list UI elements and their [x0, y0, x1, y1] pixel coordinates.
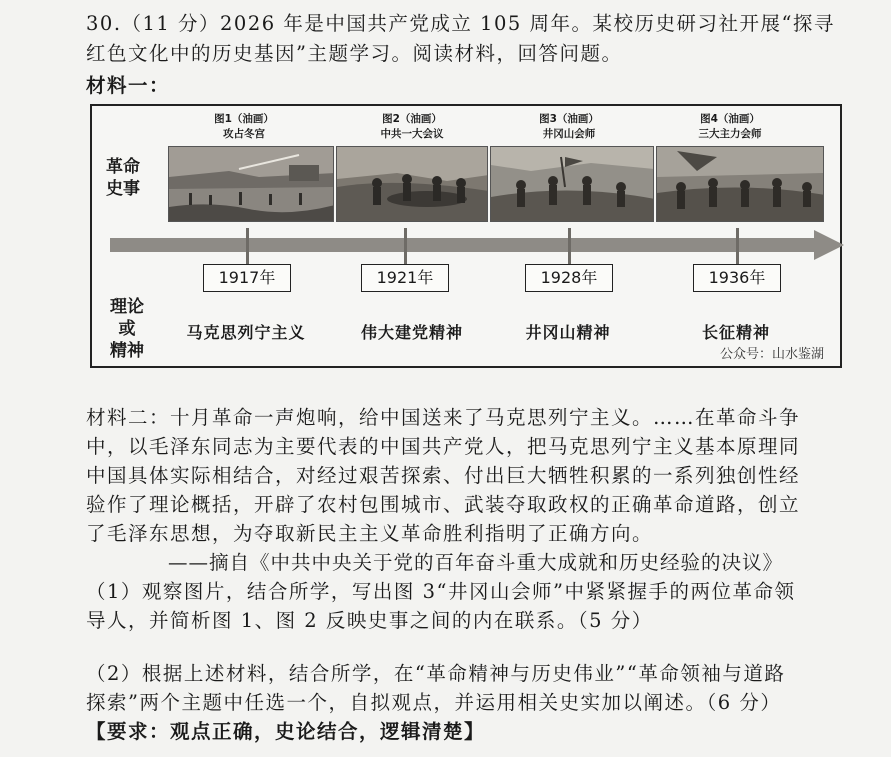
spirit-party-founding: 伟大建党精神 [360, 323, 463, 342]
caption-figure-3: 图3（油画） 井冈山会师 [539, 113, 599, 140]
watermark: 公众号：山水鉴湖 [719, 347, 824, 362]
year-1917: 1917年 [203, 264, 291, 292]
label-theory-spirit: 理论 或 精神 [110, 297, 144, 361]
subquestion-2-line-1: （2）根据上述材料，结合所学，在“革命精神与历史伟业”“革命领袖与道路 [86, 662, 786, 685]
material1-figure [90, 104, 842, 368]
material2-line-1: 材料二：十月革命一声炮响，给中国送来了马克思列宁主义。……在革命斗争 [86, 406, 801, 429]
year-1921: 1921年 [361, 264, 449, 292]
subquestion-1-line-1: （1）观察图片，结合所学，写出图 3“井冈山会师”中紧紧握手的两位革命领 [86, 580, 796, 603]
year-1928: 1928年 [525, 264, 613, 292]
subquestion-2-line-2: 探索”两个主题中任选一个，自拟观点，并运用相关史实加以阐述。（6 分） [86, 691, 782, 714]
question-line-2: 红色文化中的历史基因”主题学习。阅读材料，回答问题。 [86, 42, 623, 65]
painting-three-main-forces-meeting [656, 146, 824, 222]
material2-line-4: 验作了理论概括，开辟了农村包围城市、武装夺取政权的正确革命道路，创立 [86, 493, 801, 516]
material2-line-2: 中，以毛泽东同志为主要代表的中国共产党人，把马克思列宁主义基本原理同 [86, 435, 801, 458]
painting-storming-winter-palace [168, 146, 334, 222]
caption-figure-4: 图4（油画） 三大主力会师 [698, 113, 762, 140]
spirit-marxism-leninism: 马克思列宁主义 [186, 323, 306, 342]
spirit-long-march: 长征精神 [701, 323, 770, 342]
material1-heading: 材料一： [86, 74, 171, 97]
year-1936: 1936年 [693, 264, 781, 292]
label-revolutionary-events: 革命 史事 [106, 157, 140, 199]
spirit-jinggangshan: 井冈山精神 [525, 323, 611, 342]
caption-figure-2: 图2（油画） 中共一大会议 [380, 113, 444, 140]
material2-line-3: 中国具体实际相结合，对经过艰苦探索、付出巨大牺牲积累的一系列独创性经 [86, 464, 801, 487]
material2-source: ——摘自《中共中央关于党的百年奋斗重大成就和历史经验的决议》 [168, 551, 784, 574]
question-line-1: 30.（11 分）2026 年是中国共产党成立 105 周年。某校历史研习社开展“探寻 [86, 12, 835, 35]
subquestion-1-line-2: 导人，并简析图 1、图 2 反映史事之间的内在联系。（5 分） [86, 609, 653, 632]
requirement-note: 【要求：观点正确，史论结合，逻辑清楚】 [86, 720, 486, 743]
painting-first-party-congress [336, 146, 488, 222]
timeline-arrow [110, 228, 844, 264]
caption-figure-1: 图1（油画） 攻占冬宫 [214, 113, 274, 140]
material2-line-5: 了毛泽东思想，为夺取新民主主义革命胜利指明了正确方向。 [86, 522, 654, 545]
painting-jinggangshan-meeting [490, 146, 654, 222]
